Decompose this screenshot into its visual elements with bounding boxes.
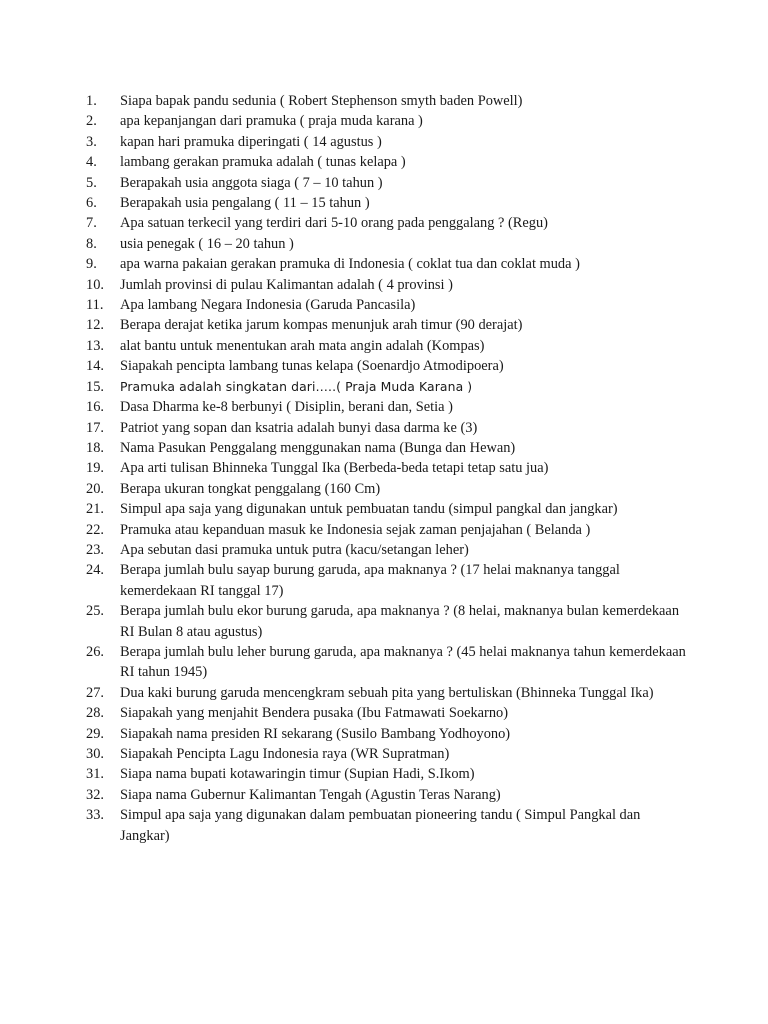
item-number: 33. [86, 807, 104, 824]
list-item [86, 193, 686, 213]
item-number: 12. [86, 317, 104, 334]
item-text: Apa lambang Negara Indonesia (Garuda Pancasila) [120, 297, 416, 314]
list-item [86, 601, 686, 642]
item-text: Berapa jumlah bulu leher burung garuda, apa maknanya ? (45 helai maknanya tahun kemerdekaan RI tahun 1945) [120, 643, 686, 681]
item-text: Siapakah Pencipta Lagu Indonesia raya (WR Supratman) [120, 746, 450, 762]
item-number: 13. [86, 337, 104, 354]
item-text: apa kepanjangan dari pramuka ( praja muda karana ) [120, 113, 423, 130]
item-text: Berapa derajat ketika jarum kompas menunjuk arah timur (90 derajat) [120, 317, 523, 334]
item-number: 3. [86, 133, 97, 150]
item-text: kapan hari pramuka diperingati ( 14 agustus ) [120, 133, 382, 150]
item-number: 5. [86, 174, 97, 191]
item-number: 11. [86, 297, 104, 314]
list-item [86, 397, 686, 417]
item-text: Dasa Dharma ke-8 berbunyi ( Disiplin, berani dan, Setia ) [120, 399, 453, 416]
item-text: Berapa jumlah bulu sayap burung garuda, apa maknanya ? (17 helai maknanya tanggal kemerdekaan RI tanggal 17) [120, 562, 620, 599]
item-number: 15. [86, 378, 104, 395]
list-item [86, 438, 686, 458]
item-text: Patriot yang sopan dan ksatria adalah bunyi dasa darma ke (3) [120, 419, 478, 436]
item-number: 18. [86, 439, 104, 456]
item-text: apa warna pakaian gerakan pramuka di Indonesia ( coklat tua dan coklat muda ) [120, 256, 580, 273]
item-number: 20. [86, 480, 104, 497]
item-text: Siapa nama Gubernur Kalimantan Tengah (Agustin Teras Narang) [120, 786, 501, 803]
item-text: Apa satuan terkecil yang terdiri dari 5-10 orang pada penggalang ? (Regu) [120, 215, 548, 232]
list-item [86, 152, 686, 172]
item-number: 32. [86, 786, 104, 803]
list-item [86, 173, 686, 193]
list-item [86, 458, 686, 478]
item-text: Simpul apa saja yang digunakan dalam pembuatan pioneering tandu ( Simpul Pangkal dan Jangkar) [120, 807, 641, 844]
list-item [86, 642, 686, 683]
item-text: Siapa nama bupati kotawaringin timur (Supian Hadi, S.Ikom) [120, 766, 475, 783]
item-number: 10. [86, 276, 104, 293]
item-text: alat bantu untuk menentukan arah mata angin adalah (Kompas) [120, 337, 485, 354]
item-text: Apa arti tulisan Bhinneka Tunggal Ika (Berbeda-beda tetapi tetap satu jua) [120, 460, 549, 477]
item-number: 6. [86, 195, 97, 212]
item-number: 27. [86, 684, 104, 701]
list-item [86, 295, 686, 315]
list-item [86, 275, 686, 295]
list-item [86, 111, 686, 131]
list-item [86, 560, 686, 601]
item-number: 2. [86, 113, 97, 130]
item-text: Berapakah usia anggota siaga ( 7 – 10 tahun ) [120, 174, 383, 191]
list-item [86, 234, 686, 254]
item-text: Jumlah provinsi di pulau Kalimantan adalah ( 4 provinsi ) [120, 276, 453, 293]
list-item [86, 805, 686, 846]
list-item [86, 132, 686, 152]
item-number: 29. [86, 725, 104, 742]
item-number: 17. [86, 419, 104, 436]
list-item [86, 254, 686, 274]
item-text: Siapakah nama presiden RI sekarang (Susilo Bambang Yodhoyono) [120, 725, 511, 742]
item-number: 9. [86, 256, 97, 273]
item-text: Berapakah usia pengalang ( 11 – 15 tahun ) [120, 195, 370, 212]
list-item [86, 356, 686, 376]
item-text: Nama Pasukan Penggalang menggunakan nama (Bunga dan Hewan) [120, 439, 516, 456]
item-number: 26. [86, 643, 104, 660]
item-number: 4. [86, 154, 97, 171]
item-text: Pramuka adalah singkatan dari…..( Praja Muda Karana ) [120, 378, 473, 394]
question-list [86, 91, 686, 846]
item-number: 30. [86, 746, 104, 762]
list-item [86, 315, 686, 335]
list-item [86, 520, 686, 540]
item-text: Simpul apa saja yang digunakan untuk pembuatan tandu (simpul pangkal dan jangkar) [120, 501, 618, 518]
item-number: 19. [86, 460, 104, 477]
item-number: 28. [86, 705, 104, 722]
list-item [86, 744, 686, 764]
item-text: Berapa ukuran tongkat penggalang (160 Cm) [120, 480, 381, 497]
list-item [86, 336, 686, 356]
item-text: Siapa bapak pandu sedunia ( Robert Stephenson smyth baden Powell) [120, 93, 523, 109]
list-item [86, 683, 686, 703]
item-number: 14. [86, 358, 104, 375]
list-item [86, 724, 686, 744]
item-number: 1. [86, 93, 97, 109]
item-text: Pramuka atau kepanduan masuk ke Indonesia sejak zaman penjajahan ( Belanda ) [120, 521, 591, 538]
item-number: 22. [86, 521, 104, 538]
item-number: 21. [86, 501, 104, 518]
item-text: lambang gerakan pramuka adalah ( tunas kelapa ) [120, 154, 406, 171]
list-item [86, 764, 686, 784]
item-text: usia penegak ( 16 – 20 tahun ) [120, 235, 294, 252]
list-item [86, 540, 686, 560]
item-text: Siapakah pencipta lambang tunas kelapa (Soenardjo Atmodipoera) [120, 358, 504, 375]
list-item [86, 213, 686, 233]
item-number: 23. [86, 541, 104, 558]
list-item [86, 377, 686, 397]
list-item [86, 479, 686, 499]
item-number: 31. [86, 766, 104, 783]
item-text: Siapakah yang menjahit Bendera pusaka (Ibu Fatmawati Soekarno) [120, 705, 509, 722]
item-number: 16. [86, 399, 104, 416]
item-number: 25. [86, 603, 104, 620]
item-number: 8. [86, 235, 97, 252]
list-item [86, 418, 686, 438]
list-item [86, 785, 686, 805]
list-item [86, 91, 686, 111]
item-number: 7. [86, 215, 97, 232]
list-item [86, 703, 686, 723]
item-number: 24. [86, 562, 104, 579]
list-item [86, 499, 686, 519]
item-text: Apa sebutan dasi pramuka untuk putra (kacu/setangan leher) [120, 541, 469, 558]
item-text: Dua kaki burung garuda mencengkram sebuah pita yang bertuliskan (Bhinneka Tunggal Ika) [120, 684, 654, 701]
item-text: Berapa jumlah bulu ekor burung garuda, apa maknanya ? (8 helai, maknanya bulan kemerdekaan RI Bulan 8 atau agustus) [120, 603, 680, 640]
